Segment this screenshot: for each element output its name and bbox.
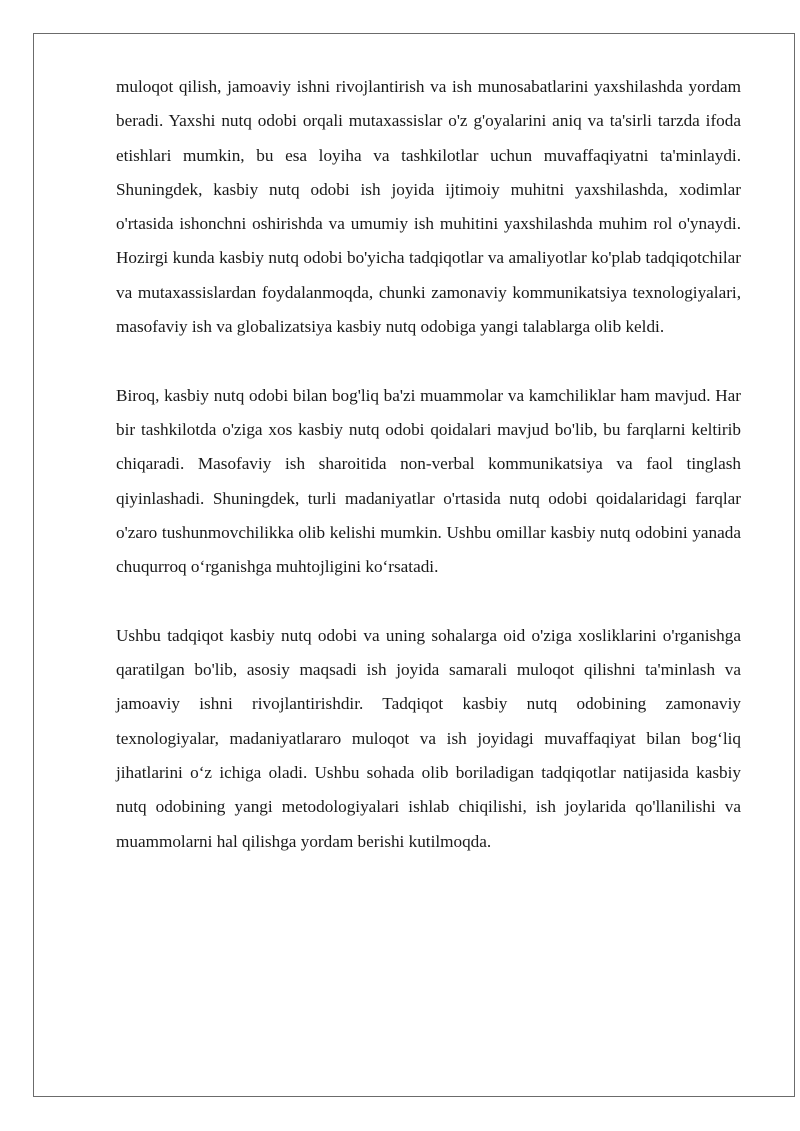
paragraph-1: muloqot qilish, jamoaviy ishni rivojlantirish va ish munosabatlarini yaxshilashda yordam beradi. Yaxshi nutq odobi orqali mutaxassislar o'z g'oyalarini aniq va ta'sirli tarzda ifoda etishlari mumkin, bu esa loyiha va tashkilotlar uchun muvaffaqiyatni ta'minlaydi. Shuningdek, kasbiy nutq odobi ish joyida ijtimoiy muhitni yaxshilashda, xodimlar o'rtasida ishonchni oshirishda va umumiy ish muhitini yaxshilashda muhim rol o'ynaydi. Hozirgi kunda kasbiy nutq odobi bo'yicha tadqiqotlar va amaliyotlar ko'plab tadqiqotchilar va mutaxassislardan foydalanmoqda, chunki zamonaviy kommunikatsiya texnologiyalari, masofaviy ish va globalizatsiya kasbiy nutq odobiga yangi talablarga olib keldi. [116,77,741,337]
document-body [116,70,741,859]
paragraph-2: Biroq, kasbiy nutq odobi bilan bog'liq ba'zi muammolar va kamchiliklar ham mavjud. Har bir tashkilotda o'ziga xos kasbiy nutq odobi qoidalari mavjud bo'lib, bu farqlarni keltirib chiqaradi. Masofaviy ish sharoitida non-verbal kommunikatsiya va faol tinglash qiyinlashadi. Shuningdek, turli madaniyatlar o'rtasida nutq odobi qoidalaridagi farqlar o'zaro tushunmovchilikka olib kelishi mumkin. Ushbu omillar kasbiy nutq odobini yanada chuqurroq o‘rganishga muhtojligini ko‘rsatadi. [116,385,741,577]
paragraph-3: Ushbu tadqiqot kasbiy nutq odobi va uning sohalarga oid o'ziga xosliklarini o'rganishga qaratilgan bo'lib, asosiy maqsadi ish joyida samarali muloqot qilishni ta'minlash va jamoaviy ishni rivojlantirishdir. Tadqiqot kasbiy nutq odobining zamonaviy texnologiyalar, madaniyatlararo muloqot va ish joyidagi muvaffaqiyat bilan bog‘liq jihatlarini o‘z ichiga oladi. Ushbu sohada olib boriladigan tadqiqotlar natijasida kasbiy nutq odobining yangi metodologiyalari ishlab chiqilishi, ish joylarida qo'llanilishi va muammolarni hal qilishga yordam berishi kutilmoqda. [116,625,741,851]
